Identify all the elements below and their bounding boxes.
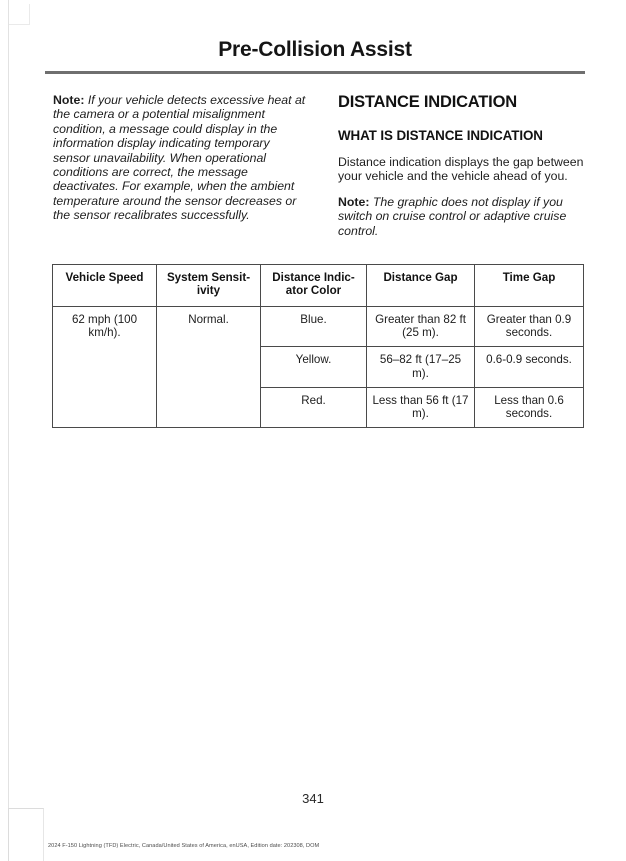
cell-system-sensitivity: Normal. [157, 307, 261, 428]
left-note-text: If your vehicle detects excessive heat at the camera or a potential misalignment condition, a message could display in the information display indicating temporary sensor unavailability. When operational conditions are correct, the message deactivates. For example, when the ambient temperature around the sensor decreases or the sensor recalibrates successfully. [53, 93, 306, 223]
column-header-vehicle-speed: Vehicle Speed [53, 265, 157, 307]
cell-distance-gap-yellow: 56–82 ft (17–25 m). [367, 347, 475, 387]
column-header-distance-indicator-color: Distance Indic-ator Color [261, 265, 367, 307]
left-column [53, 93, 308, 223]
document-footer: 2024 F-150 Lightning (TFD) Electric, Canada/United States of America, enUSA, Edition date: 202308, DOM [48, 843, 320, 849]
column-header-system-sensitivity: System Sensit-ivity [157, 265, 261, 307]
cell-indicator-color-blue: Blue. [261, 307, 367, 347]
column-header-time-gap: Time Gap [475, 265, 584, 307]
right-note-text: The graphic does not display if you switch on cruise control or adaptive cruise control. [338, 194, 567, 238]
cell-time-gap-blue: Greater than 0.9 seconds. [475, 307, 584, 347]
cell-distance-gap-blue: Greater than 82 ft (25 m). [367, 307, 475, 347]
cell-distance-gap-red: Less than 56 ft (17 m). [367, 387, 475, 427]
table-header-row [53, 265, 584, 307]
page-title: Pre-Collision Assist [218, 38, 412, 61]
cell-time-gap-yellow: 0.6-0.9 seconds. [475, 347, 584, 387]
distance-indication-table [52, 264, 584, 428]
page-number: 341 [302, 791, 324, 806]
right-column [338, 93, 593, 238]
table-row [53, 307, 584, 347]
subsection-heading-what-is-distance-indication: WHAT IS DISTANCE INDICATION [338, 128, 543, 143]
right-body-paragraph: Distance indication displays the gap between your vehicle and the vehicle ahead of you. [338, 155, 584, 184]
cell-vehicle-speed: 62 mph (100 km/h). [53, 307, 157, 428]
right-note-label: Note: [338, 194, 370, 209]
section-heading-distance-indication: DISTANCE INDICATION [338, 93, 517, 111]
left-note-label: Note: [53, 93, 85, 107]
left-note-paragraph [53, 93, 308, 223]
cell-indicator-color-yellow: Yellow. [261, 347, 367, 387]
header-divider [45, 71, 585, 74]
right-note-paragraph [338, 195, 593, 238]
cell-indicator-color-red: Red. [261, 387, 367, 427]
cell-time-gap-red: Less than 0.6 seconds. [475, 387, 584, 427]
column-header-distance-gap: Distance Gap [367, 265, 475, 307]
